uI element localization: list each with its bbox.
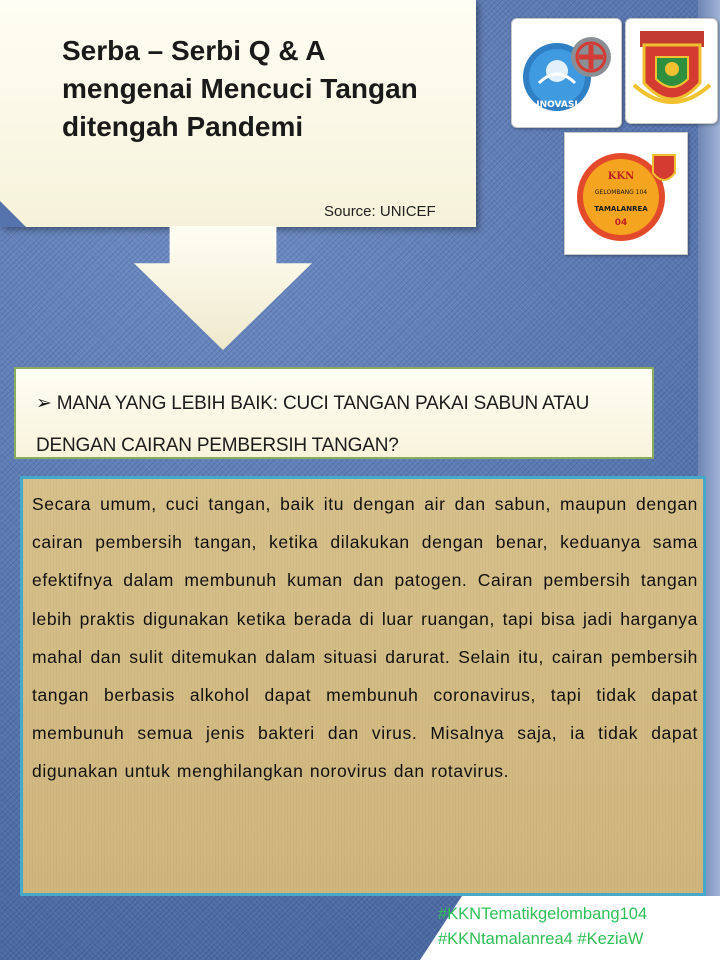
kkn-tamalanrea-logo <box>564 132 688 255</box>
svg-text:TAMALANREA: TAMALANREA <box>594 204 648 213</box>
title-panel <box>0 0 476 227</box>
hashtag-line: #KKNtamalanrea4 #KeziaW <box>438 930 644 948</box>
svg-text:04: 04 <box>614 217 628 228</box>
source-credit: Source: UNICEF <box>324 203 436 220</box>
svg-text:GELOMBANG 104: GELOMBANG 104 <box>594 188 648 196</box>
hashtag-list <box>438 902 708 952</box>
question-heading: ➢ MANA YANG LEBIH BAIK: CUCI TANGAN PAKAI SABUN ATAU DENGAN CAIRAN PEMBERSIH TANGAN? <box>36 393 590 456</box>
answer-paragraph: Secara umum, cuci tangan, baik itu dengan air dan sabun, maupun dengan cairan pembersih tangan, ketika dilakukan dengan benar, keduanya sama efektifnya dalam membunuh kuman dan patogen. Cairan pembersih tangan lebih praktis digunakan ketika berada di luar ruangan, tapi bisa jadi harganya mahal dan sulit ditemukan dalam situasi darurat. Selain itu, cairan pembersih tangan berbasis alkohol dapat membunuh coronavirus, tapi tidak dapat membunuh semua jenis bakteri dan virus. Misalnya saja, ia tidak dapat digunakan untuk menghilangkan norovirus dan rotavirus. <box>32 494 698 782</box>
down-arrow-icon <box>134 226 312 350</box>
university-crest-logo <box>625 18 718 124</box>
svg-text:KKN: KKN <box>607 170 635 182</box>
hashtag-line: #KKNTematikgelombang104 <box>438 905 648 923</box>
answer-box <box>20 476 706 896</box>
inovasi-logo-text: INOVASI <box>535 100 578 110</box>
page-title: Serba – Serbi Q & A mengenai Mencuci Tangan ditengah Pandemi <box>62 35 418 142</box>
page-fold-corner <box>0 201 26 227</box>
inovasi-logo <box>511 18 622 128</box>
question-box <box>14 367 654 459</box>
